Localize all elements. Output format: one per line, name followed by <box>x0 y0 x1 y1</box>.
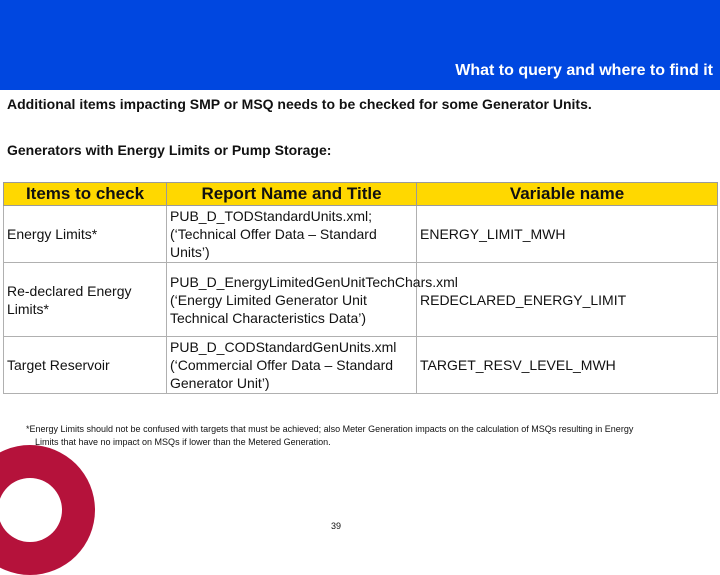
item-cell: Re-declared Energy Limits* <box>4 263 167 337</box>
items-table <box>3 182 718 394</box>
footnote <box>26 423 716 449</box>
table-row <box>4 263 718 337</box>
table-row <box>4 337 718 394</box>
page-number: 39 <box>331 521 342 531</box>
company-logo <box>0 445 95 575</box>
variable-cell: ENERGY_LIMIT_MWH <box>417 206 718 263</box>
report-cell: PUB_D_CODStandardGenUnits.xml (‘Commercial Offer Data – Standard Generator Unit’) <box>167 337 417 394</box>
table-row <box>4 206 718 263</box>
footnote-line-1: *Energy Limits should not be confused with targets that must be achieved; also Meter Generation impacts on the calculation of MSQs resulting in Energy <box>26 424 634 434</box>
report-cell: PUB_D_TODStandardUnits.xml; (‘Technical Offer Data – Standard Units’) <box>167 206 417 263</box>
column-header-report: Report Name and Title <box>167 183 417 206</box>
table-header-row <box>4 183 718 206</box>
footnote-line-2: Limits that have no impact on MSQs if lower than the Metered Generation. <box>35 437 331 447</box>
item-cell: Target Reservoir <box>4 337 167 394</box>
report-cell: PUB_D_EnergyLimitedGenUnitTechChars.xml (‘Energy Limited Generator Unit Technical Characteristics Data’) <box>167 263 417 337</box>
header-bar <box>0 0 720 90</box>
intro-text: Additional items impacting SMP or MSQ needs to be checked for some Generator Units. <box>7 96 592 112</box>
variable-cell: TARGET_RESV_LEVEL_MWH <box>417 337 718 394</box>
column-header-items: Items to check <box>4 183 167 206</box>
logo-inner-circle <box>0 478 62 542</box>
item-cell: Energy Limits* <box>4 206 167 263</box>
variable-cell: REDECLARED_ENERGY_LIMIT <box>417 263 718 337</box>
slide-title: What to query and where to find it <box>455 62 713 79</box>
column-header-variable: Variable name <box>417 183 718 206</box>
subheading: Generators with Energy Limits or Pump Storage: <box>7 142 332 158</box>
